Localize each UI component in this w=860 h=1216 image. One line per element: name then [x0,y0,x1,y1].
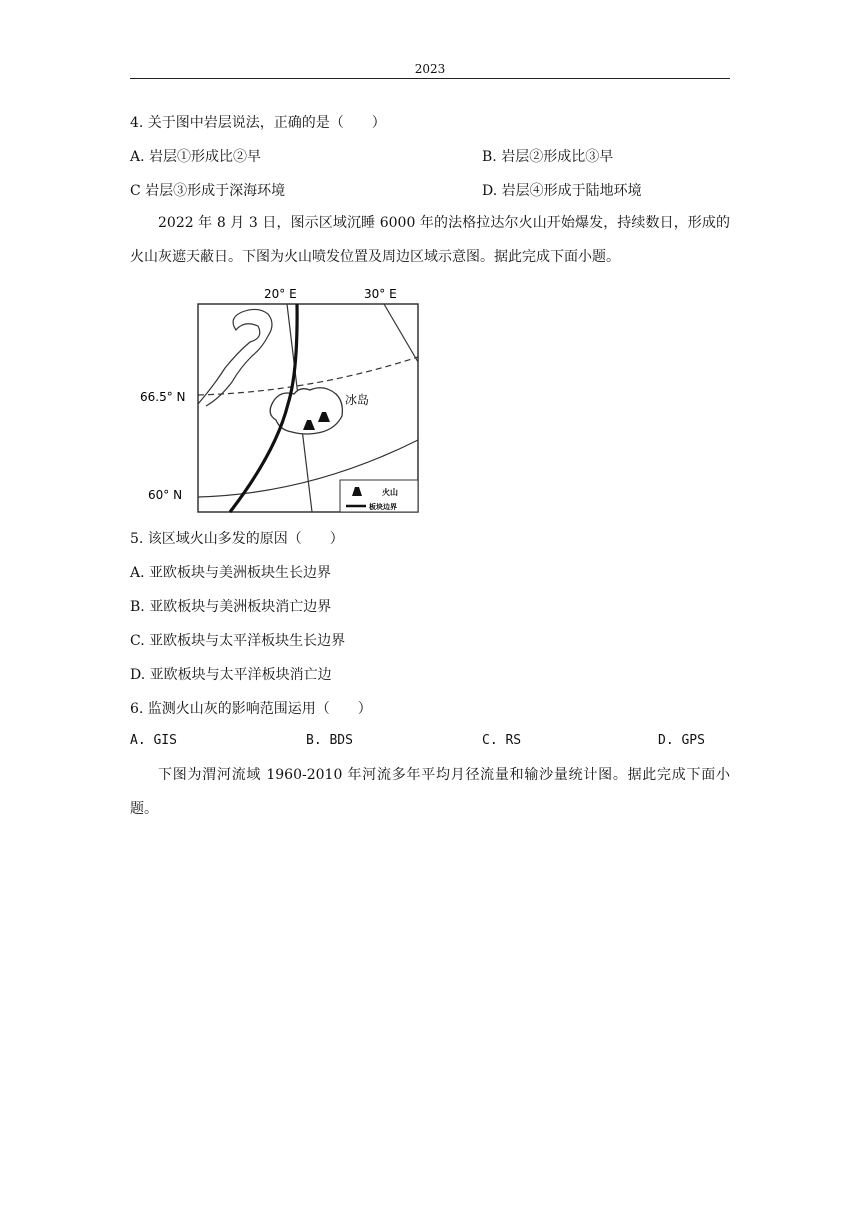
q5-option-c: C. 亚欧板块与太平洋板块生长边界 [130,633,346,649]
q5-option-d: D. 亚欧板块与太平洋板块消亡边 [130,667,332,683]
q4-option-c: C 岩层③形成于深海环境 [130,183,286,199]
iceland-label: 冰岛 [345,393,370,407]
plate-boundary-line [230,304,297,512]
q6-option-c: C. RS [482,733,522,748]
q6-stem: 6. 监测火山灰的影响范围运用（ ） [130,701,372,717]
page-header-year: 2023 [414,62,446,76]
q6-option-a: A. GIS [130,733,177,748]
q6-option-b: B. BDS [306,733,353,748]
coastline-west [198,309,272,406]
header-divider [130,78,730,79]
lat-label-60: 60° N [148,488,183,502]
intro-paragraph-weihe: 下图为渭河流域 1960-2010 年河流多年平均月径流量和输沙量统计图。据此完成下面小题。 [130,767,730,817]
q5-option-a: A. 亚欧板块与美洲板块生长边界 [130,565,332,581]
legend-volcano-label: 火山 [382,488,398,497]
q5-stem: 5. 该区域火山多发的原因（ ） [130,531,344,547]
lat-label-66-5: 66.5° N [140,390,186,404]
lon-label-20: 20° E [264,287,297,301]
q4-option-d: D. 岩层④形成于陆地环境 [482,183,642,199]
legend-boundary-label: 板块边界 [369,503,397,511]
q4-option-b: B. 岩层②形成比③早 [482,149,614,165]
q6-option-d: D. GPS [658,733,705,748]
volcano-location-map [140,282,430,517]
lon-label-30: 30° E [364,287,397,301]
q4-option-a: A. 岩层①形成比②早 [130,149,262,165]
intro-paragraph-volcano: 2022 年 8 月 3 日，图示区域沉睡 6000 年的法格拉达尔火山开始爆发，持续数日，形成的火山灰遮天蔽日。下图为火山喷发位置及周边区域示意图。据此完成下面小题。 [130,215,730,265]
q5-option-b: B. 亚欧板块与美洲板块消亡边界 [130,599,332,615]
q4-stem: 4. 关于图中岩层说法，正确的是（ ） [130,115,386,131]
meridian-30e [384,304,418,362]
